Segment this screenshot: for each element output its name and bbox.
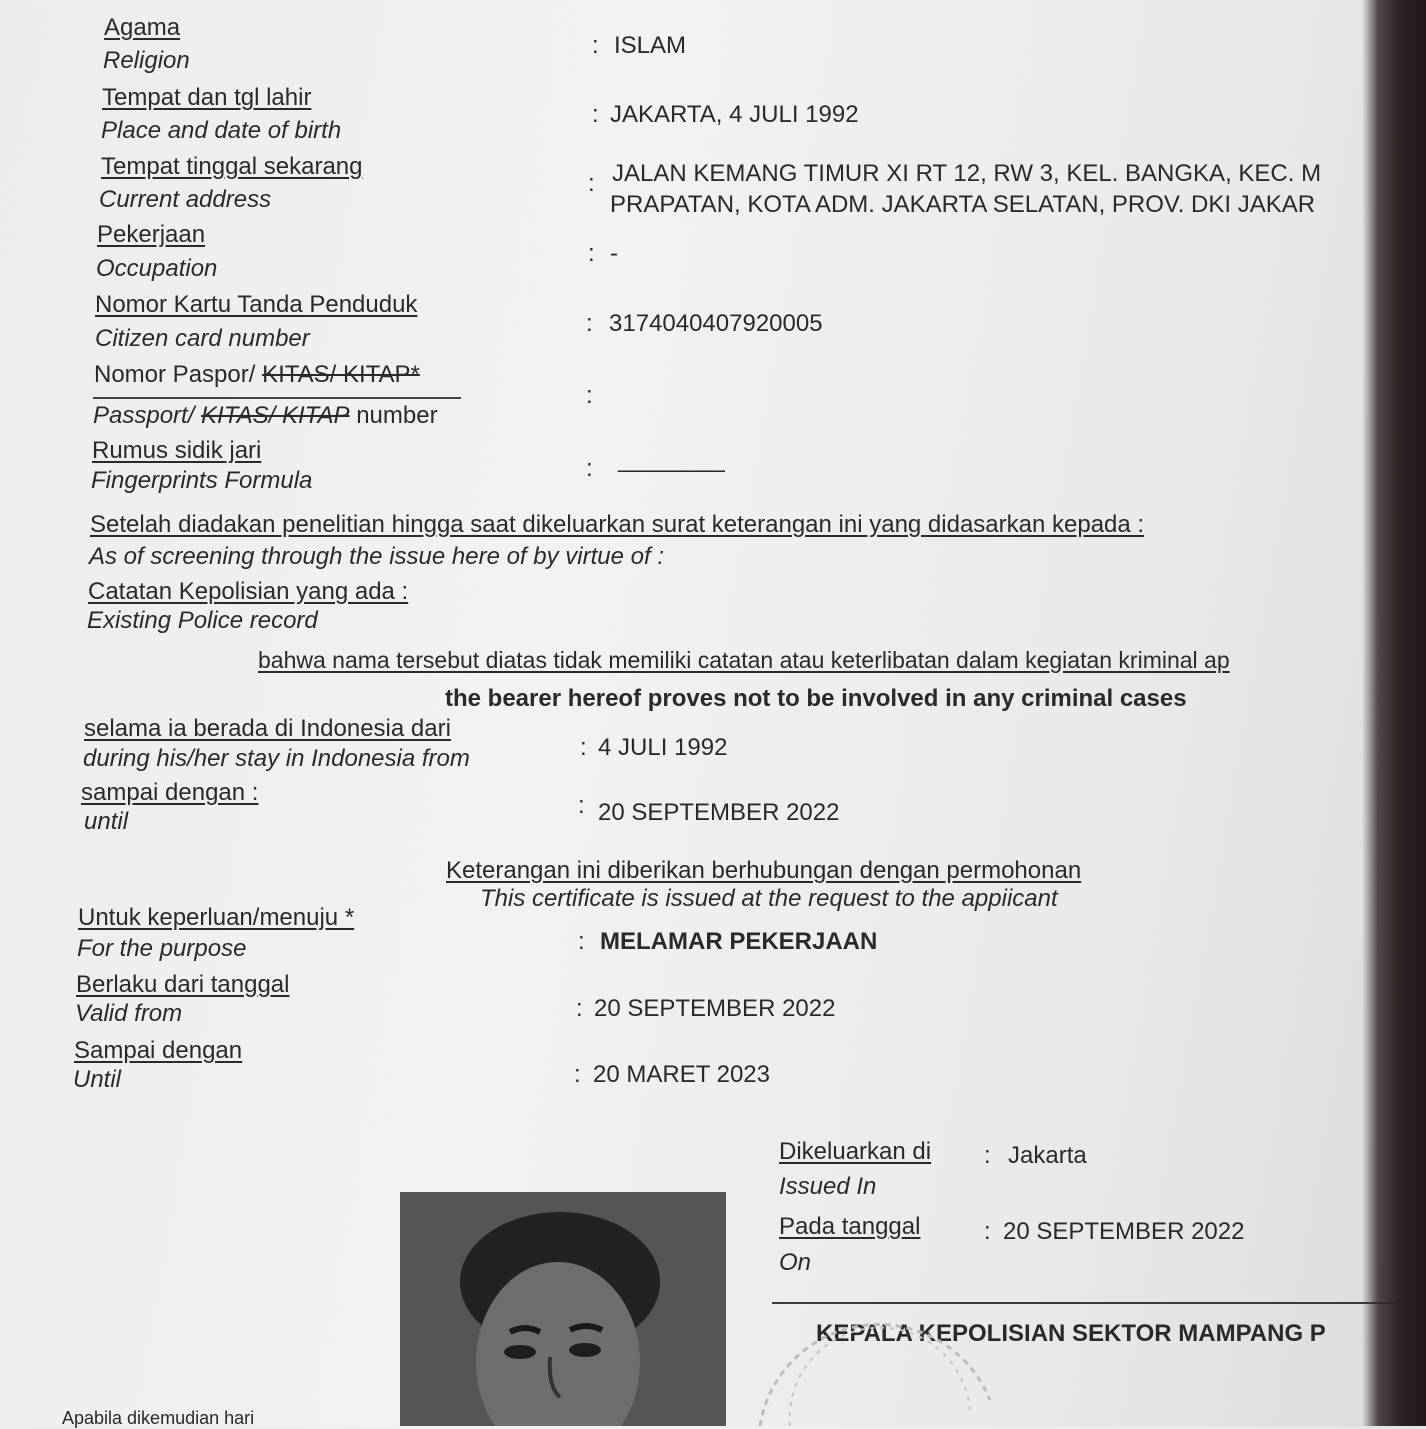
religion-label-en: Religion (103, 47, 190, 74)
citizen-card-value: 3174040407920005 (609, 310, 823, 337)
footer-note: Apabila dikemudian hari (62, 1408, 255, 1428)
occupation-value: - (610, 240, 618, 267)
stay-until-label-en: until (84, 808, 129, 835)
screening-text-id: Setelah diadakan penelitian hingga saat dikeluarkan surat keterangan ini yang didasarkan kepada : (90, 511, 1145, 538)
issued-place-label-id: Dikeluarkan di (779, 1138, 932, 1165)
citizen-card-label-en: Citizen card number (95, 325, 310, 352)
religion-value: ISLAM (614, 32, 687, 59)
address-value-line2: PRAPATAN, KOTA ADM. JAKARTA SELATAN, PROV. DKI JAKAR (610, 191, 1316, 218)
passport-label-en-struck: KITAS/ KITAP (201, 402, 350, 429)
passport-label-en-prefix: Passport/ (93, 402, 202, 429)
purpose-label-id: Untuk keperluan/menuju * (78, 904, 355, 931)
address-label-id: Tempat tinggal sekarang (101, 153, 363, 180)
birth-value: JAKARTA, 4 JULI 1992 (610, 101, 859, 128)
colon: : (586, 382, 593, 409)
colon: : (984, 1142, 991, 1169)
request-text-id: Keterangan ini diberikan berhubungan dengan permohonan (446, 857, 1082, 884)
colon: : (580, 734, 587, 761)
colon: : (576, 995, 583, 1022)
valid-from-label-en: Valid from (75, 1000, 183, 1027)
stay-from-value: 4 JULI 1992 (598, 734, 728, 761)
colon: : (588, 170, 595, 197)
police-record-label-id: Catatan Kepolisian yang ada : (88, 578, 409, 605)
passport-label-en-suffix: number (349, 402, 438, 429)
passport-label-id (94, 361, 420, 389)
occupation-label-id: Pekerjaan (97, 221, 206, 248)
request-text-en: This certificate is issued at the request to the appiicant (480, 885, 1058, 912)
police-record-label-en: Existing Police record (87, 607, 318, 634)
colon: : (586, 310, 593, 337)
colon: : (578, 792, 585, 819)
stay-until-label-id: sampai dengan : (81, 779, 259, 806)
issued-date-label-en: On (779, 1249, 812, 1276)
valid-until-label-id: Sampai dengan (74, 1037, 243, 1064)
valid-until-label-en: Until (73, 1066, 122, 1093)
issued-date-label-id: Pada tanggal (779, 1213, 921, 1240)
birth-label-en: Place and date of birth (101, 117, 342, 144)
fingerprint-label-en: Fingerprints Formula (91, 467, 313, 494)
occupation-label-en: Occupation (96, 255, 218, 282)
signatory-title: KEPALA KEPOLISIAN SEKTOR MAMPANG P (816, 1320, 1326, 1347)
purpose-label-en: For the purpose (77, 935, 247, 962)
valid-from-value: 20 SEPTEMBER 2022 (594, 995, 836, 1022)
colon: : (592, 101, 599, 128)
page-edge-shadow (1362, 0, 1426, 1426)
stamp-seal (740, 1280, 1000, 1426)
religion-label-id: Agama (104, 14, 181, 41)
birth-label-id: Tempat dan tgl lahir (102, 84, 312, 111)
passport-label-rule (93, 397, 461, 399)
colon: : (984, 1218, 991, 1245)
passport-label-id-struck: KITAS/ KITAP* (262, 361, 420, 388)
colon: : (588, 240, 595, 267)
colon: : (578, 928, 585, 955)
passport-label-id-prefix: Nomor Paspor/ (94, 361, 263, 388)
issued-place-label-en: Issued In (779, 1173, 877, 1200)
issued-date-value: 20 SEPTEMBER 2022 (1003, 1218, 1245, 1245)
applicant-photo-image (400, 1192, 726, 1426)
passport-label-en (93, 402, 438, 430)
screening-text-en: As of screening through the issue here of by virtue of : (89, 543, 664, 570)
colon: : (574, 1061, 581, 1088)
address-label-en: Current address (99, 186, 272, 213)
colon: : (586, 455, 593, 482)
valid-from-label-id: Berlaku dari tanggal (76, 971, 290, 998)
fingerprint-label-id: Rumus sidik jari (92, 437, 262, 464)
applicant-photo (400, 1192, 726, 1426)
stay-from-label-en: during his/her stay in Indonesia from (83, 745, 470, 772)
colon: : (592, 32, 599, 59)
stay-until-value: 20 SEPTEMBER 2022 (598, 799, 840, 826)
address-value-line1: JALAN KEMANG TIMUR XI RT 12, RW 3, KEL. BANGKA, KEC. M (612, 160, 1322, 187)
purpose-value: MELAMAR PEKERJAAN (600, 928, 878, 955)
police-record-statement-en: the bearer hereof proves not to be involved in any criminal cases (445, 685, 1187, 712)
valid-until-value: 20 MARET 2023 (593, 1061, 770, 1088)
issued-place-value: Jakarta (1008, 1142, 1087, 1169)
citizen-card-label-id: Nomor Kartu Tanda Penduduk (95, 291, 418, 318)
police-record-statement-id: bahwa nama tersebut diatas tidak memiliki catatan atau keterlibatan dalam kegiatan kriminal ap (258, 647, 1230, 673)
stay-from-label-id: selama ia berada di Indonesia dari (84, 715, 451, 742)
fingerprint-value: ________ (618, 446, 725, 473)
